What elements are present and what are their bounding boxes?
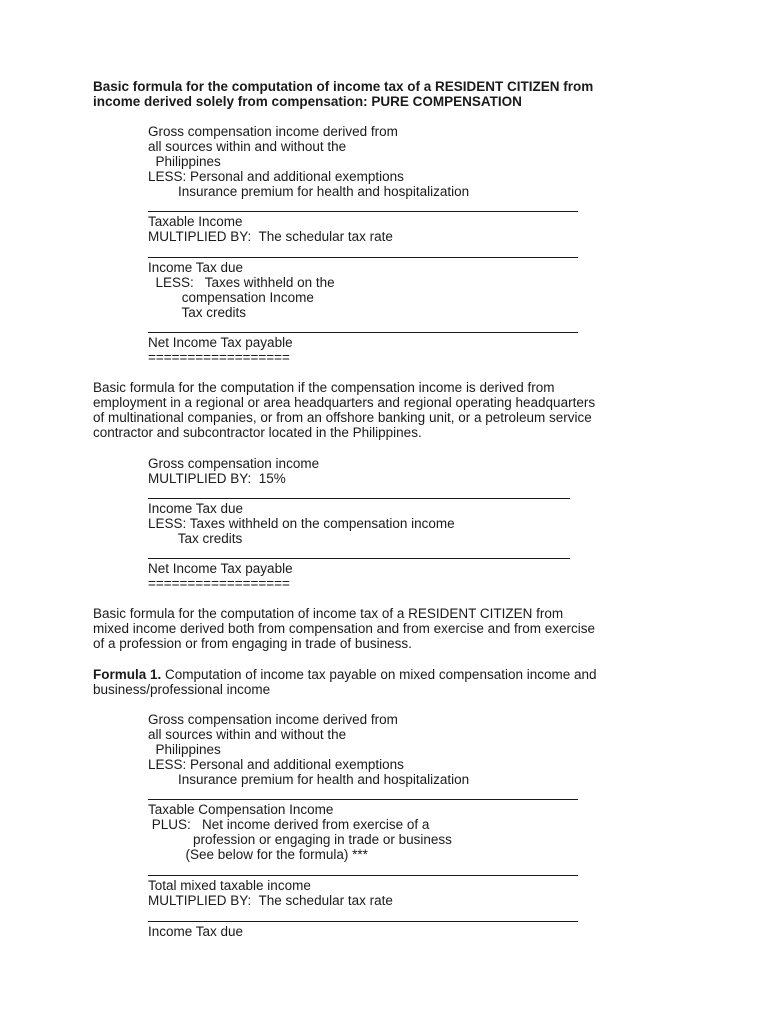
s1-gross-line-2: all sources within and without the [148,139,347,154]
s3-see-below: (See below for the formula) *** [148,847,368,862]
formula-1-line-2: business/professional income [93,682,271,697]
s3-taxable-compensation-income: Taxable Compensation Income [148,802,334,817]
s3-rule-2 [148,875,578,876]
s1-net-income-tax-payable: Net Income Tax payable [148,335,293,350]
s1-taxable-income: Taxable Income [148,214,243,229]
s1-less-exemptions: LESS: Personal and additional exemptions [148,169,404,184]
s2-rule-2 [148,558,570,559]
s2-rule-1 [148,498,570,499]
s1-insurance-premium: Insurance premium for health and hospitalization [148,184,470,199]
section3-intro-line-3: of a profession or from engaging in trade of business. [93,636,412,651]
s3-less-exemptions: LESS: Personal and additional exemptions [148,757,404,772]
s1-double-rule: ================== [148,350,290,365]
s1-compensation-income: compensation Income [148,290,314,305]
s2-gross-compensation: Gross compensation income [148,456,320,471]
section3-intro-line-2: mixed income derived both from compensation and from exercise and from exercise [93,621,595,636]
s1-gross-line-1: Gross compensation income derived from [148,124,398,139]
section3-intro-line-1: Basic formula for the computation of income tax of a RESIDENT CITIZEN from [93,606,564,621]
s1-multiplied-by: MULTIPLIED BY: The schedular tax rate [148,229,393,244]
s3-rule-1 [148,799,578,800]
s3-insurance-premium: Insurance premium for health and hospitalization [148,772,470,787]
s1-less-taxes-withheld: LESS: Taxes withheld on the [148,275,335,290]
s3-total-mixed-taxable-income: Total mixed taxable income [148,878,311,893]
s1-rule-3 [148,332,578,333]
section2-intro-line-4: contractor and subcontractor located in the Philippines. [93,425,422,440]
s2-double-rule: ================== [148,576,290,591]
s3-gross-line-2: all sources within and without the [148,727,347,742]
s2-net-income-tax-payable: Net Income Tax payable [148,561,293,576]
formula-1-line-1 [93,667,597,682]
section2-intro-line-3: of multinational companies, or from an offshore banking unit, or a petroleum service [93,410,592,425]
s2-income-tax-due: Income Tax due [148,501,244,516]
s3-rule-3 [148,921,578,922]
s2-less-taxes-withheld: LESS: Taxes withheld on the compensation income [148,516,455,531]
s3-multiplied-by: MULTIPLIED BY: The schedular tax rate [148,893,393,908]
s3-income-tax-due: Income Tax due [148,924,244,939]
s1-rule-2 [148,257,578,258]
s1-income-tax-due: Income Tax due [148,260,244,275]
s2-multiplied-by: MULTIPLIED BY: 15% [148,471,286,486]
formula-1-label: Formula 1. [93,667,162,682]
formula-1-description: Computation of income tax payable on mixed compensation income and [161,667,597,682]
section1-heading-line-1: Basic formula for the computation of income tax of a RESIDENT CITIZEN from [93,79,594,94]
s2-tax-credits: Tax credits [148,531,243,546]
s3-plus-net-income: PLUS: Net income derived from exercise of a [148,817,430,832]
s3-gross-line-1: Gross compensation income derived from [148,712,398,727]
section2-intro-line-1: Basic formula for the computation if the compensation income is derived from [93,380,555,395]
s1-rule-1 [148,211,578,212]
s3-gross-line-3: Philippines [148,742,221,757]
s3-profession-trade: profession or engaging in trade or business [148,832,452,847]
s1-gross-line-3: Philippines [148,154,221,169]
section1-heading-line-2: income derived solely from compensation: PURE COMPENSATION [93,94,522,109]
section2-intro-line-2: employment in a regional or area headquarters and regional operating headquarters [93,395,596,410]
s1-tax-credits: Tax credits [148,305,247,320]
